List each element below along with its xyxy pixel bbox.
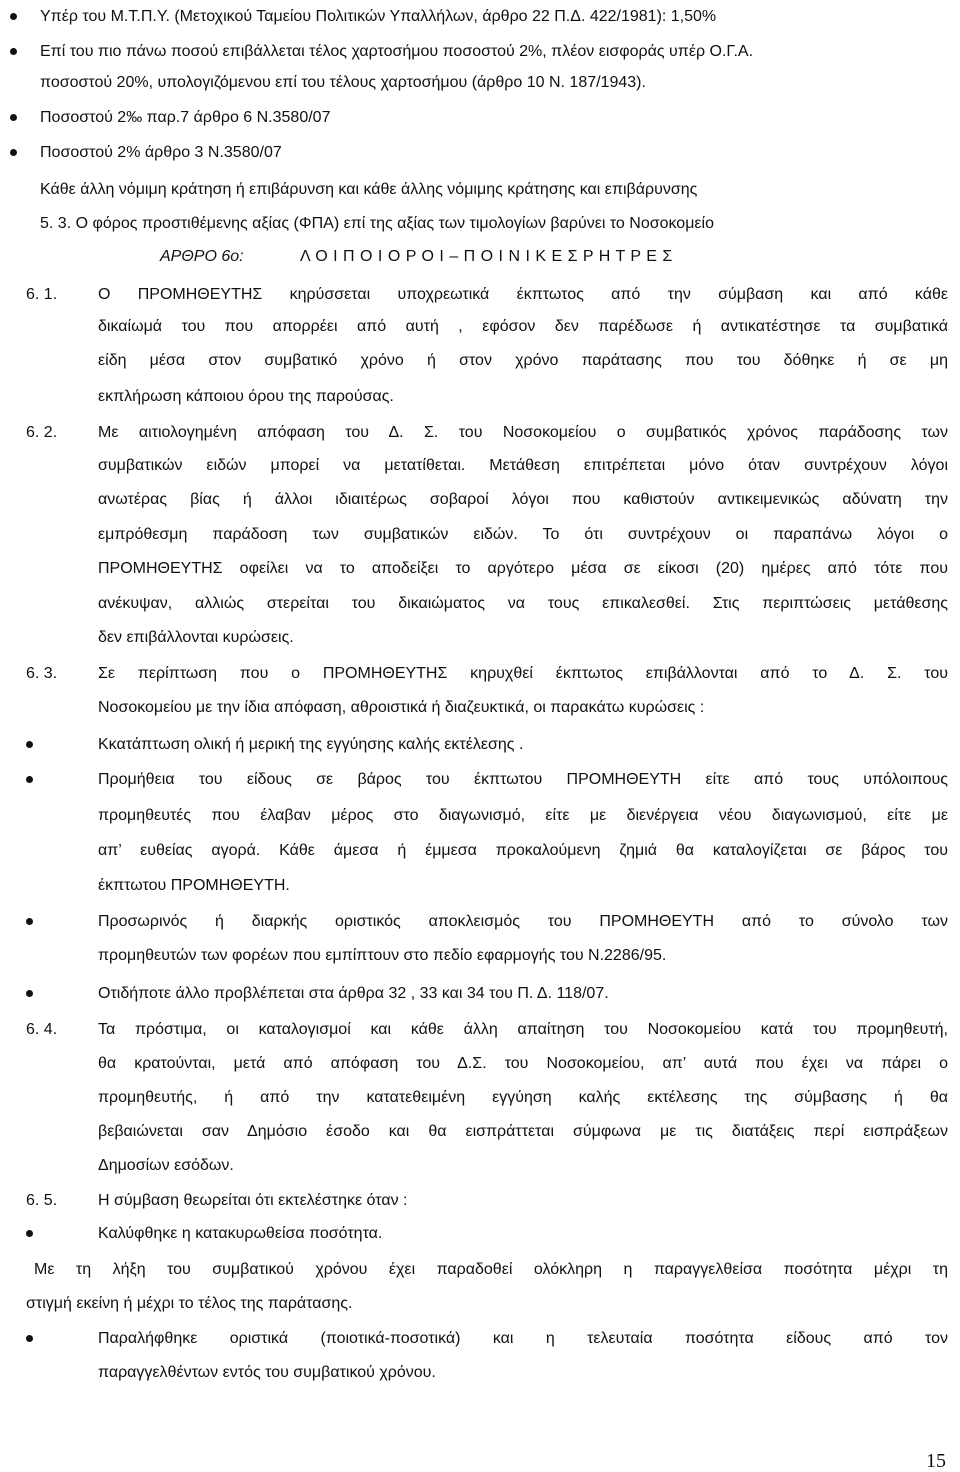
bullet-icon: [26, 1335, 33, 1342]
text-line: ΠΡΟΜΗΘΕΥΤΗΣ οφείλει να το αποδείξει το αργότερο μέσα σε είκοσι (20) ημέρες από τότε που: [98, 560, 948, 577]
text-line: στιγμή εκείνη ή μέχρι το τέλος της παράτασης.: [26, 1295, 353, 1312]
text-line: Δημοσίων εσόδων.: [98, 1157, 234, 1174]
bullet-icon: [26, 990, 33, 997]
bullet-icon: [26, 1230, 33, 1237]
text-line: ανέκυψαν, αλλιώς στερείται του δικαιώματος να τους επικαλεσθεί. Στις περιπτώσεις μετάθεσης: [98, 595, 948, 612]
text-line: προμηθευτών των φορέων που εμπίπτουν στο πεδίο εφαρμογής του Ν.2286/95.: [98, 947, 667, 964]
text-line: προμηθευτής, ή από την κατατεθειμένη εγγύηση καλής εκτέλεσης της σύμβασης ή θα: [98, 1089, 948, 1106]
bullet-icon: [10, 149, 17, 156]
text-line: Η σύμβαση θεωρείται ότι εκτελέστηκε όταν :: [98, 1192, 408, 1209]
clause-number: 6. 2.: [26, 424, 58, 441]
text-line: Με αιτιολογημένη απόφαση του Δ. Σ. του Νοσοκομείου ο συμβατικός χρόνος παράδοσης των: [98, 424, 948, 441]
text-line: προμηθευτές που έλαβαν μέρος στο διαγωνισμό, είτε με διενέργεια νέου διαγωνισμού, είτε με: [98, 807, 948, 824]
bullet-icon: [26, 741, 33, 748]
text-line: βεβαιώνεται σαν Δημόσιο έσοδο και θα εισπράττεται σύμφωνα με τις διατάξεις περί εισπράξεων: [98, 1123, 948, 1140]
page-number: 15: [926, 1450, 946, 1472]
text-line: έκπτωτου ΠΡΟΜΗΘΕΥΤΗ.: [98, 877, 290, 894]
text-line: εμπρόθεσμη παράδοση των συμβατικών ειδών. Το ότι συντρέχουν οι παραπάνω λόγοι ο: [98, 526, 948, 543]
text-line: Με τη λήξη του συμβατικού χρόνου έχει παραδοθεί ολόκληρη η παραγγελθείσα ποσότητα μέχρι τη: [34, 1261, 948, 1278]
bullet-icon: [10, 13, 17, 20]
bullet-icon: [26, 918, 33, 925]
text-line: παραγγελθέντων εντός του συμβατικού χρόνου.: [98, 1364, 436, 1381]
bullet-icon: [10, 114, 17, 121]
text-line: είδη μέσα στον συμβατικό χρόνο ή στον χρόνο παράτασης που του δόθηκε ή σε μη: [98, 352, 948, 369]
article-title: Λ Ο Ι Π Ο Ι Ο Ρ Ο Ι – Π Ο Ι Ν Ι Κ Ε Σ Ρ Η Τ Ρ Ε Σ: [300, 248, 673, 265]
clause-5-3: 5. 3. Ο φόρος προστιθέμενης αξίας (ΦΠΑ) επί της αξίας των τιμολογίων βαρύνει το Νοσοκομείο: [40, 215, 714, 232]
text-line: δεν επιβάλλονται κυρώσεις.: [98, 629, 294, 646]
article-label: ΑΡΘΡΟ 6ο:: [160, 248, 244, 265]
clause-number: 6. 1.: [26, 286, 58, 303]
text-line: Ποσοστού 2% άρθρο 3 Ν.3580/07: [40, 144, 282, 161]
clause-number: 6. 5.: [26, 1192, 58, 1209]
text-line: απ’ ευθείας αγορά. Κάθε άμεσα ή έμμεσα προκαλούμενη ζημιά θα καταλογίζεται σε βάρος του: [98, 842, 948, 859]
text-line: Υπέρ του Μ.Τ.Π.Υ. (Μετοχικού Ταμείου Πολιτικών Υπαλλήλων, άρθρο 22 Π.Δ. 422/1981): 1,50%: [40, 8, 717, 25]
text-line: δικαίωμά του που απορρέει από αυτή , εφόσον δεν παρέδωσε ή αντικατέστησε τα συμβατικά: [98, 318, 948, 335]
text-line: Προσωρινός ή διαρκής οριστικός αποκλεισμός του ΠΡΟΜΗΘΕΥΤΗ από το σύνολο των: [98, 913, 948, 930]
clause-number: 6. 3.: [26, 665, 58, 682]
text-line: Οτιδήποτε άλλο προβλέπεται στα άρθρα 32 , 33 και 34 του Π. Δ. 118/07.: [98, 985, 609, 1002]
text-line: Κκατάπτωση ολική ή μερική της εγγύησης καλής εκτέλεσης .: [98, 736, 524, 753]
text-line: ποσοστού 20%, υπολογιζόμενου επί του τέλους χαρτοσήμου (άρθρο 10 Ν. 187/1943).: [40, 74, 646, 91]
text-line: εκπλήρωση κάποιου όρου της παρούσας.: [98, 388, 394, 405]
text-line: ανωτέρας βίας ή άλλοι ιδιαιτέρως σοβαροί λόγοι που καθιστούν αντικειμενικώς αδύνατη την: [98, 491, 948, 508]
text-line: Ποσοστού 2‰ παρ.7 άρθρο 6 Ν.3580/07: [40, 109, 331, 126]
text-line: Προμήθεια του είδους σε βάρος του έκπτωτου ΠΡΟΜΗΘΕΥΤΗ είτε από τους υπόλοιπους: [98, 771, 948, 788]
bullet-icon: [26, 776, 33, 783]
text-line: Παραλήφθηκε οριστικά (ποιοτικά-ποσοτικά) και η τελευταία ποσότητα είδους από τον: [98, 1330, 948, 1347]
clause-number: 6. 4.: [26, 1021, 58, 1038]
text-line: Νοσοκομείου με την ίδια απόφαση, αθροιστικά ή διαζευκτικά, οι παρακάτω κυρώσεις :: [98, 699, 705, 716]
text-line: Ο ΠΡΟΜΗΘΕΥΤΗΣ κηρύσσεται υποχρεωτικά έκπτωτος από την σύμβαση και από κάθε: [98, 286, 948, 303]
text-line: Κάθε άλλη νόμιμη κράτηση ή επιβάρυνση και κάθε άλλης νόμιμης κράτησης και επιβάρυνσης: [40, 181, 698, 198]
text-line: Επί του πιο πάνω ποσού επιβάλλεται τέλος χαρτοσήμου ποσοστού 2%, πλέον εισφοράς υπέρ Ο.Γ.Α.: [40, 43, 754, 60]
text-line: Τα πρόστιμα, οι καταλογισμοί και κάθε άλλη απαίτηση του Νοσοκομείου κατά του προμηθευτή,: [98, 1021, 948, 1038]
bullet-icon: [10, 48, 17, 55]
text-line: συμβατικών ειδών μπορεί να μετατίθεται. Μετάθεση επιτρέπεται μόνο όταν συντρέχουν λόγοι: [98, 457, 948, 474]
text-line: Σε περίπτωση που ο ΠΡΟΜΗΘΕΥΤΗΣ κηρυχθεί έκπτωτος επιβάλλονται από το Δ. Σ. του: [98, 665, 948, 682]
text-line: θα κρατούνται, μετά από απόφαση του Δ.Σ. του Νοσοκομείου, απ’ αυτά που έχει να πάρει ο: [98, 1055, 948, 1072]
text-line: Καλύφθηκε η κατακυρωθείσα ποσότητα.: [98, 1225, 383, 1242]
